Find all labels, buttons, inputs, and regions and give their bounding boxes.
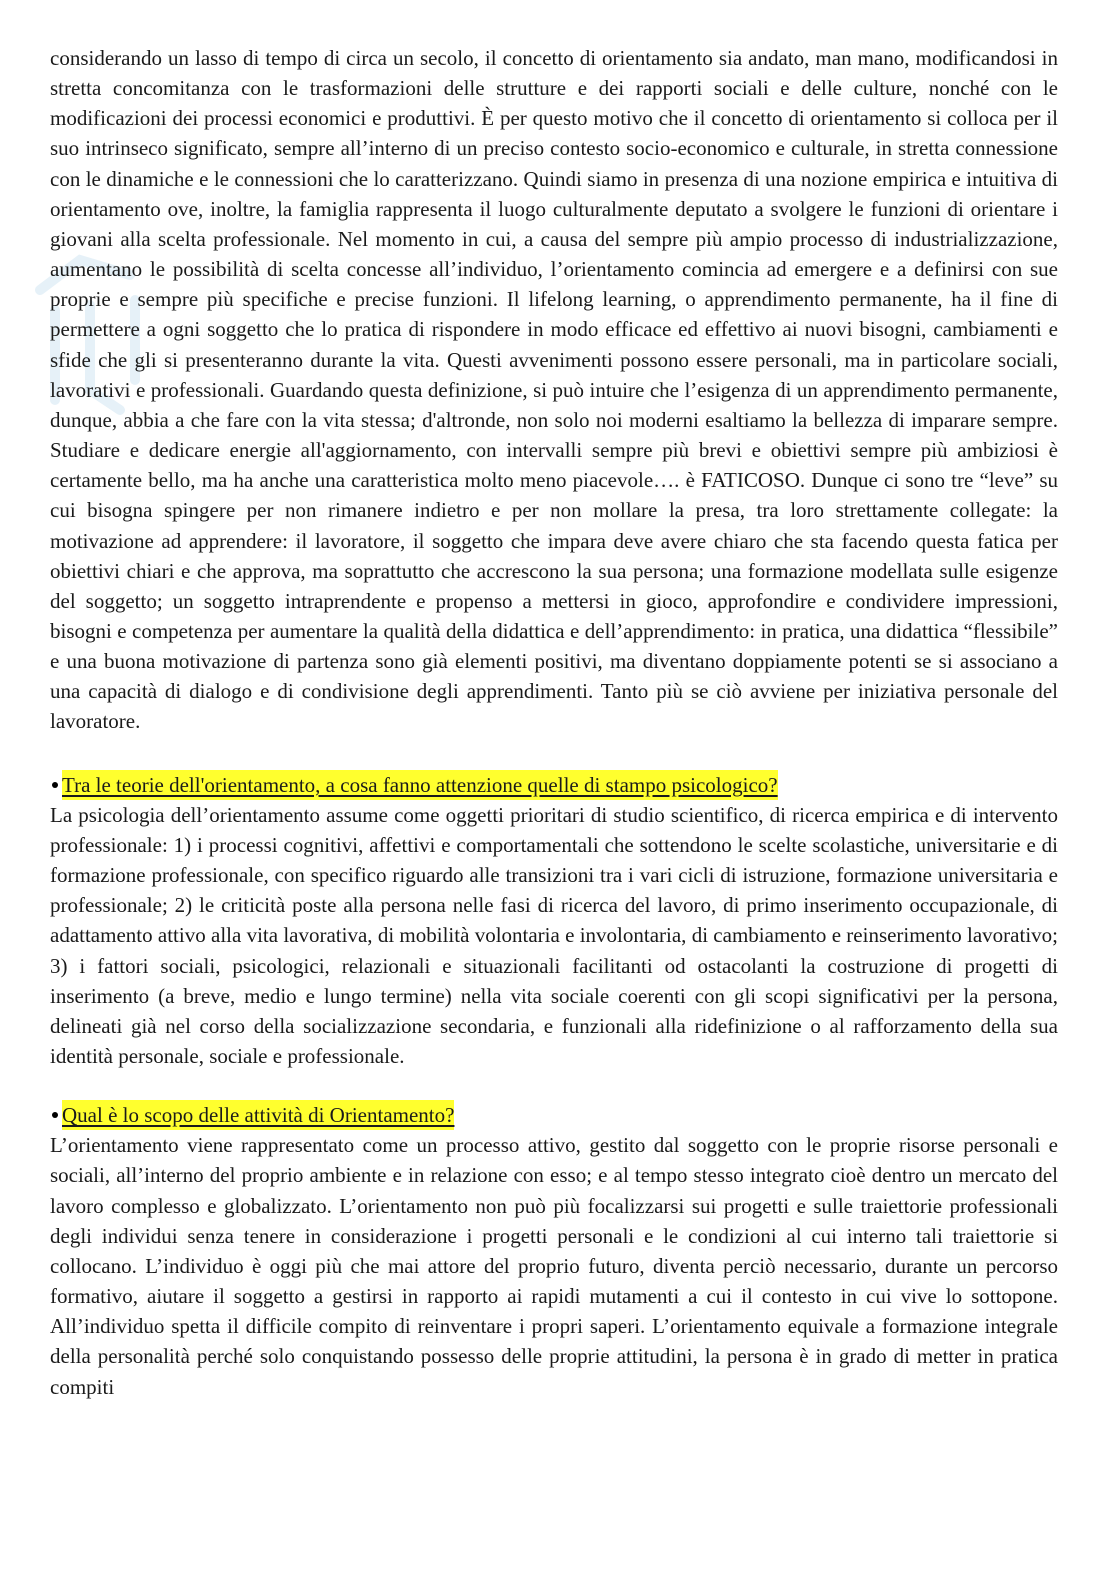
answer-paragraph: L’orientamento viene rappresentato come un processo attivo, gestito dal soggetto con le proprie risorse personali e sociali, all’interno del proprio ambiente e in relazione con esso; e al tempo stesso integrato cioè dentro un mercato del lavoro complesso e globalizzato. L’orientamento non può più focalizzarsi sui progetti e sulle traiettorie professionali degli individui senza tenere in considerazione i progetti personali e le condizioni al cui interno tali traiettorie si collocano. L’individuo è oggi più che mai attore del proprio futuro, diventa perciò necessario, durante un percorso formativo, aiutare il soggetto a gestirsi in rapporto ai rapidi mutamenti a cui il contesto in cui vive lo sottopone. All’individuo spetta il difficile compito di reinventare i propri saperi. L’orientamento equivale a formazione integrale della personalità perché solo conquistando possesso delle proprie attitudini, la persona è in grado di metter in pratica compiti: [50, 1133, 1058, 1399]
question-text: Qual è lo scopo delle attività di Orientamento?: [62, 1100, 454, 1130]
answer-paragraph: La psicologia dell’orientamento assume come oggetti prioritari di studio scientifico, di ricerca empirica e di intervento professionale: 1) i processi cognitivi, affettivi e comportamentali che sottendono le scelte scolastiche, universitarie e di formazione professionale, con specifico riguardo alle transizioni tra i vari cicli di istruzione, formazione universitaria e professionale; 2) le criticità poste alla persona nelle fasi di ricerca del lavoro, di primo inserimento occupazionale, di adattamento attivo alla vita lavorativa, di mobilità volontaria e involontaria, di cambiamento e reinserimento lavorativo; 3) i fattori sociali, psicologici, relazionali e situazionali facilitanti od ostacolanti la costruzione di progetti di inserimento (a breve, medio e lungo termine) nella vita sociale coerenti con gli scopi significativi per la persona, delineati già nel corso della socializzazione secondaria, e funzionali alla ridefinizione o al rafforzamento della sua identità personale, sociale e professionale.: [50, 802, 1058, 1068]
question-text: Tra le teorie dell'orientamento, a cosa fanno attenzione quelle di stampo psicologico?: [62, 770, 778, 800]
intro-paragraph: considerando un lasso di tempo di circa un secolo, il concetto di orientamento sia andato, man mano, modificandosi in stretta concomitanza con le trasformazioni delle strutture e dei rapporti sociali e delle culture, nonché con le modificazioni dei processi economici e produttivi. È per questo motivo che il concetto di orientamento si colloca per il suo intrinseco significato, sempre all’interno di un preciso contesto socio-economico e culturale, in stretta connessione con le dinamiche e le connessioni che lo caratterizzano. Quindi siamo in presenza di una nozione empirica e intuitiva di orientamento ove, inoltre, la famiglia rappresenta il luogo culturalmente deputato a svolgere le funzioni di orientare i giovani alla scelta professionale. Nel momento in cui, a causa del sempre più ampio processo di industrializzazione, aumentano le possibilità di scelta concesse all’individuo, l’orientamento comincia ad emergere e a definirsi con sue proprie e sempre più specifiche e precise funzioni. Il lifelong learning, o apprendimento permanente, ha il fine di permettere a ogni soggetto che lo pratica di rispondere in modo efficace ed effettivo ai nuovi bisogni, cambiamenti e sfide che gli si presenteranno durante la vita. Questi avvenimenti possono essere personali, ma in particolare sociali, lavorativi e professionali. Guardando questa definizione, si può intuire che l’esigenza di un apprendimento permanente, dunque, abbia a che fare con la vita stessa; d'altronde, non solo noi moderni esaltiamo la bellezza di imparare sempre. Studiare e dedicare energie all'aggiornamento, con intervalli sempre più brevi e obiettivi sempre più ambiziosi è certamente bello, ma ha anche una caratteristica molto meno piacevole…. è FATICOSO. Dunque ci sono tre “leve” su cui bisogna spingere per non rimanere indietro e per non mollare la presa, tra loro strettamente collegate: la motivazione ad apprendere: il lavoratore, il soggetto che impara deve avere chiaro che sta facendo questa fatica per obiettivi chiari e che approva, ma soprattutto che accrescono la sua persona; una formazione modellata sulle esigenze del soggetto; un soggetto intraprendente e propenso a mettersi in gioco, approfondire e condividere impressioni, bisogni e competenza per aumentare la qualità della didattica e dell’apprendimento: in pratica, una didattica “flessibile” e una buona motivazione di partenza sono già elementi positivi, ma diventano doppiamente potenti se si associano a una capacità di dialogo e di condivisione degli apprendimenti. Tanto più se ciò avviene per iniziativa personale del lavoratore.: [50, 46, 1058, 734]
bullet-icon: [52, 1112, 58, 1118]
section-spacer: [50, 1071, 1058, 1100]
bullet-icon: [52, 782, 58, 788]
section-orientation-purpose: [50, 1100, 1058, 1402]
section-psychological-theories: [50, 770, 1058, 1072]
question-heading: [50, 1100, 1058, 1130]
section-spacer: [50, 737, 1058, 770]
document-page: [50, 43, 1058, 1402]
question-heading: [50, 770, 1058, 800]
